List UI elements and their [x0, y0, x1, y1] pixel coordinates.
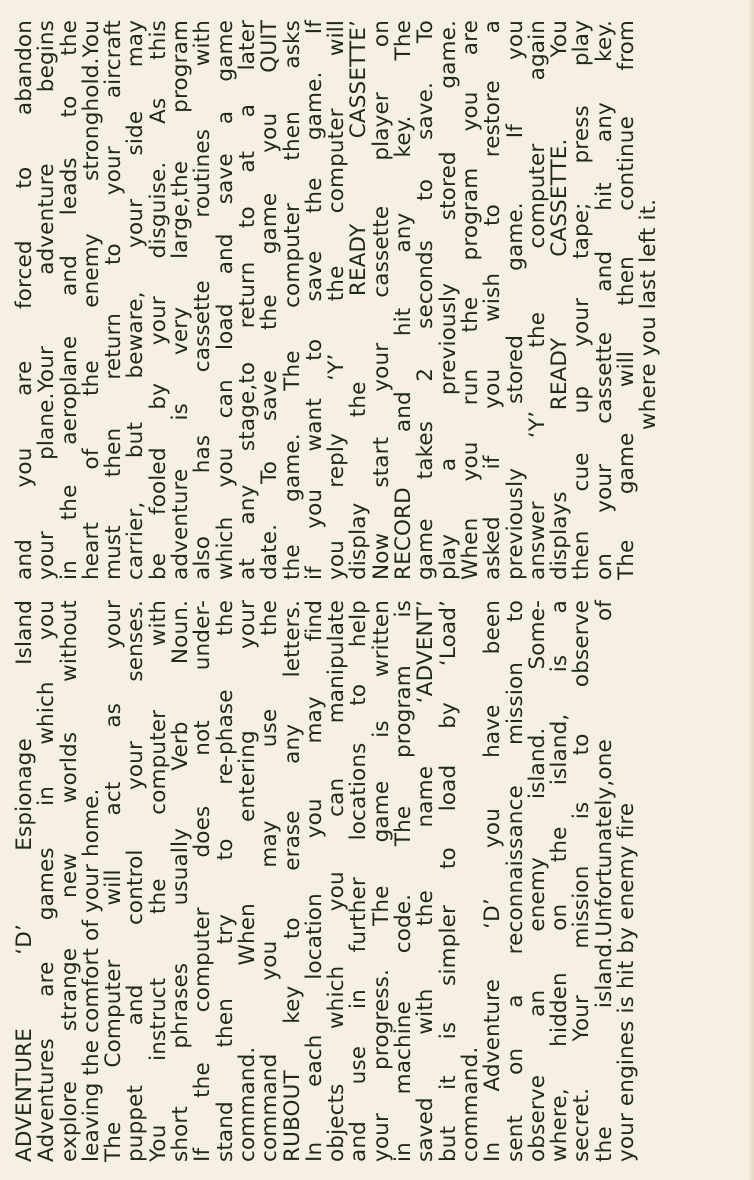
text-line: previously stored game. If you — [502, 20, 528, 580]
text-line: your plane.Your adventure begins — [34, 20, 60, 580]
text-line: but it is simpler to load by ‘Load’ — [435, 600, 461, 1162]
text-line: where you last left it. — [636, 198, 662, 430]
text-line: observe an enemy island. Some- — [524, 600, 550, 1162]
text-line: your engines is hit by enemy fire — [614, 802, 640, 1162]
text-line: ADVENTURE ‘D’ Espionage Island — [12, 600, 37, 1162]
text-line: must then return to your aircraft — [101, 20, 127, 580]
text-line: in the aeroplane and leads to the — [56, 20, 82, 580]
text-line: Adventures are games in which you — [34, 600, 60, 1162]
text-line: also has cassette routines with — [190, 20, 216, 580]
text-line: In each location you may find — [301, 600, 327, 1162]
text-line: RECORD and hit any key. The — [391, 20, 417, 580]
text-line: short phrases usually Verb Noun. — [168, 600, 194, 1162]
text-line: date. To save the game you QUIT — [257, 20, 283, 580]
text-line: display the READY CASSETTE’ — [346, 20, 372, 580]
text-line: which you can load and save a game — [212, 20, 238, 580]
text-line: and use in further locations to help — [346, 600, 372, 1162]
text-line: carrier, but beware, your side may — [123, 20, 149, 580]
text-line: In Adventure ‘D’ you have been — [480, 600, 506, 1162]
text-line: You instruct the computer with — [145, 600, 171, 1162]
text-line: displays READY CASSETTE. You — [547, 20, 573, 580]
text-line: RUBOUT key to erase any letters. — [279, 600, 305, 1162]
text-line: The Computer will act as your — [101, 600, 127, 1162]
text-line: on your cassette and hit any key. — [591, 20, 617, 580]
left-text-column — [0, 590, 754, 1180]
text-line: the island.Unfortunately,one of — [591, 600, 617, 1162]
text-line: you reply ‘Y’ the computer will — [324, 20, 350, 580]
text-line: if you want to save the game. If — [301, 20, 327, 580]
text-line: your progress. The game is written — [368, 600, 394, 1162]
text-line: game takes 2 seconds to save. To — [413, 20, 439, 580]
text-line: saved with the name ‘ADVENT’ — [413, 600, 439, 1162]
text-line: stand then try to re-phase the — [212, 600, 238, 1162]
card-edge — [748, 0, 754, 1180]
text-line: The game will then continue from — [614, 20, 640, 580]
text-line: and you are forced to abandon — [12, 20, 37, 580]
text-line: answer ‘Y’ the computer again — [524, 20, 550, 580]
text-line: command. When entering your — [234, 600, 260, 1162]
text-line: command you may use the — [257, 600, 283, 1162]
text-line: When you run the program you are — [457, 20, 483, 580]
text-line: the game. The computer then asks — [279, 20, 305, 580]
text-line: asked if you wish to restore a — [480, 20, 506, 580]
text-line: then cue up your tape; press play — [569, 20, 595, 580]
text-line: puppet and control your senses. — [123, 600, 149, 1162]
text-line: Now start your cassette player on — [368, 20, 394, 580]
text-line: at any stage,to return to at a later — [234, 20, 260, 580]
text-line: secret. Your mission is to observe — [569, 600, 595, 1162]
text-line: be fooled by your disguise. As this — [145, 20, 171, 580]
text-line: heart of the enemy stronghold.You — [78, 20, 104, 580]
text-line: in machine code. The program is — [391, 600, 417, 1162]
text-line: sent on a reconnaissance mission to — [502, 600, 528, 1162]
text-line: adventure is very large,the program — [168, 20, 194, 580]
text-line: where, hidden on the island, is a — [547, 600, 573, 1162]
text-line: leaving the comfort of your home. — [78, 788, 104, 1162]
text-line: command. — [457, 1046, 483, 1162]
text-line: If the computer does not under- — [190, 600, 216, 1162]
text-line: explore strange new worlds without — [56, 600, 82, 1162]
text-line: play a previously stored game. — [435, 20, 461, 580]
text-line: objects which you can manipulate — [324, 600, 350, 1162]
